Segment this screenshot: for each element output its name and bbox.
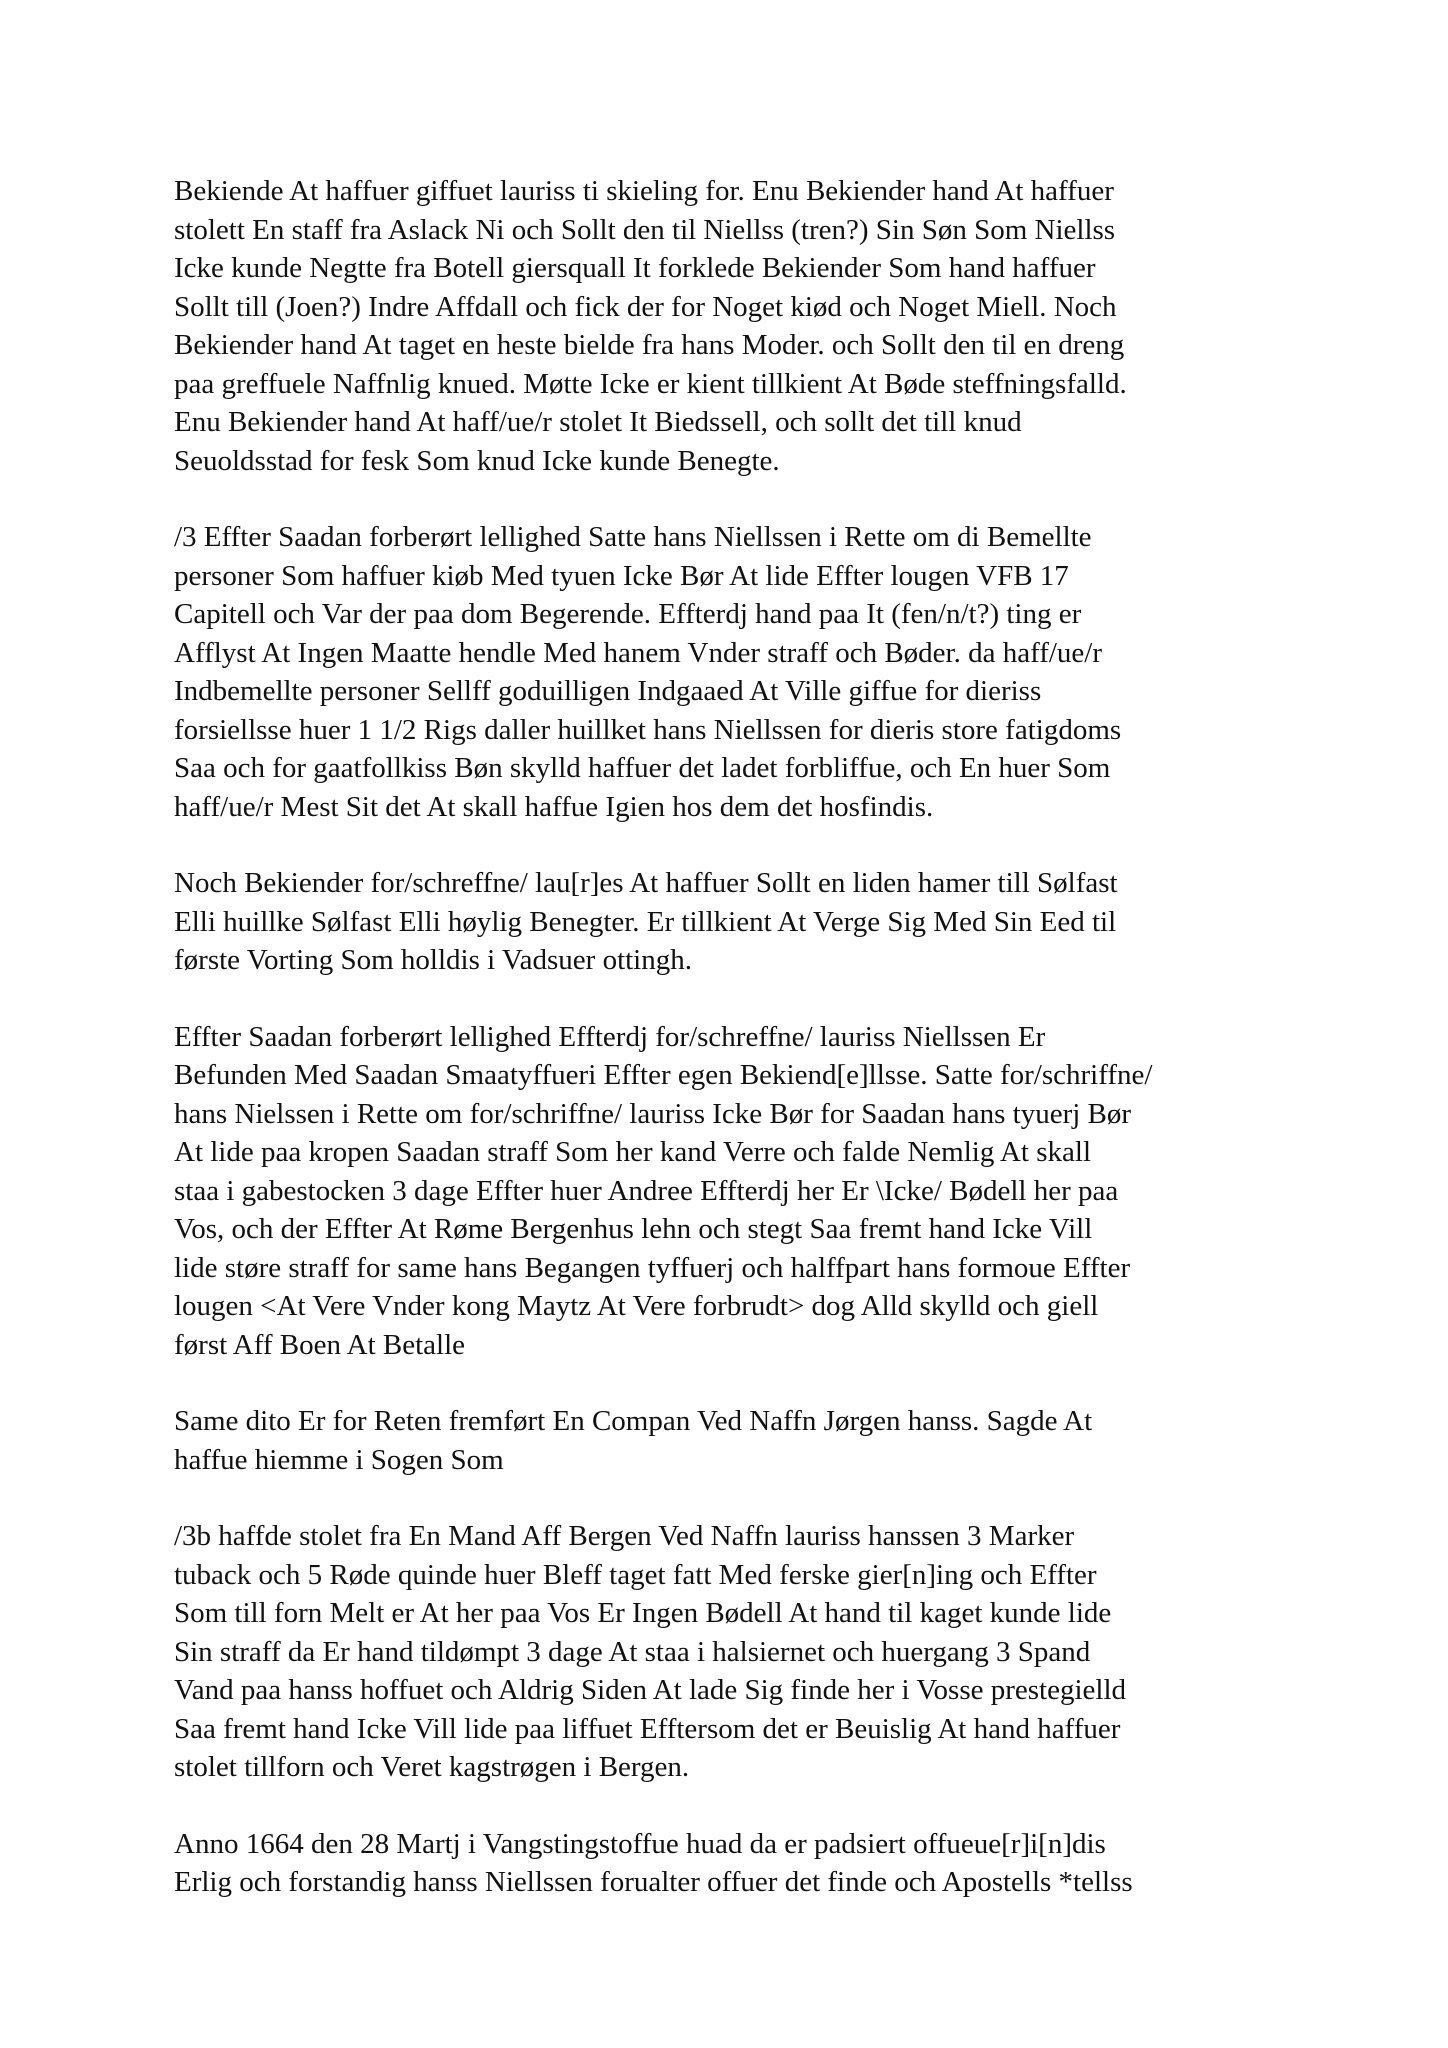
text-line: hans Nielssen i Rette om for/schriffne/ lauriss Icke Bør for Saadan hans tyuerj Bør — [174, 1097, 1132, 1130]
text-line: Som till forn Melt er At her paa Vos Er Ingen Bødell At hand til kaget kunde lide — [174, 1597, 1112, 1629]
text-line: Bekiende At haffuer giffuet lauriss ti skieling for. Enu Bekiender hand At haffuer — [174, 175, 1114, 207]
text-line: Indbemellte personer Sellff goduilligen Indgaaed At Ville giffue for dieriss — [174, 675, 1042, 707]
text-line: Afflyst At Ingen Maatte hendle Med hanem Vnder straff och Bøder. da haff/ue/r — [174, 636, 1103, 669]
text-line: At lide paa kropen Saadan straff Som her kand Verre och falde Nemlig At skall — [174, 1136, 1091, 1168]
text-line: Bekiender hand At taget en heste bielde fra hans Moder. och Sollt den til en dreng — [174, 329, 1125, 361]
text-line: først Aff Boen At Betalle — [174, 1328, 466, 1361]
text-line: staa i gabestocken 3 dage Effter huer Andree Effterdj her Er \Icke/ Bødell her paa — [174, 1174, 1119, 1207]
text-line: første Vorting Som holldis i Vadsuer ottingh. — [174, 944, 692, 976]
text-line: Seuoldsstad for fesk Som knud Icke kunde Benegte. — [174, 444, 780, 477]
text-line: tuback och 5 Røde quinde huer Bleff taget fatt Med ferske gier[n]ing och Effter — [174, 1558, 1097, 1591]
text-line: Same dito Er for Reten fremført En Compan Ved Naffn Jørgen hanss. Sagde At — [174, 1405, 1093, 1437]
text-line: forsiellsse huer 1 1/2 Rigs daller huillket hans Niellssen for dieris store fatigdoms — [174, 713, 1122, 746]
text-line: Effter Saadan forberørt lellighed Effterdj for/schreffne/ lauriss Niellssen Er — [174, 1020, 1046, 1053]
text-line: lide støre straff for same hans Begangen tyffuerj och halffpart hans formoue Effter — [174, 1251, 1131, 1284]
text-line: Saa fremt hand Icke Vill lide paa liffuet Efftersom det er Beuislig At hand haffuer — [174, 1712, 1121, 1745]
text-line: Capitell och Var der paa dom Begerende. Effterdj hand paa It (fen/n/t?) ting er — [174, 598, 1082, 630]
document-paragraph — [174, 1402, 1334, 1479]
text-line: haffue hiemme i Sogen Som — [174, 1443, 504, 1476]
text-line: Anno 1664 den 28 Martj i Vangstingstoffue huad da er padsiert offueue[r]i[n]dis — [174, 1827, 1106, 1860]
text-line: personer Som haffuer kiøb Med tyuen Icke Bør At lide Effter lougen VFB 17 — [174, 559, 1069, 592]
text-line: Noch Bekiender for/schreffne/ lau[r]es At haffuer Sollt en liden hamer till Sølfast — [174, 867, 1118, 899]
text-line: Sin straff da Er hand tildømpt 3 dage At staa i halsiernet och huergang 3 Spand — [174, 1635, 1091, 1668]
text-line: Vos, och der Effter At Røme Bergenhus lehn och stegt Saa fremt hand Icke Vill — [174, 1213, 1093, 1245]
text-line: Elli huillke Sølfast Elli høylig Benegter. Er tillkient At Verge Sig Med Sin Eed til — [174, 905, 1117, 938]
text-line: Erlig och forstandig hanss Niellssen forualter offuer det finde och Apostells *tellss — [174, 1866, 1133, 1898]
text-line: stolet tillforn och Veret kagstrøgen i Bergen. — [174, 1751, 690, 1783]
text-line: Vand paa hanss hoffuet och Aldrig Siden At lade Sig finde her i Vosse prestegielld — [174, 1674, 1127, 1706]
text-line: Saa och for gaatfollkiss Bøn skylld haffuer det ladet forbliffue, och En huer Som — [174, 752, 1111, 784]
text-line: Sollt till (Joen?) Indre Affdall och fick der for Noget kiød och Noget Miell. Noch — [174, 290, 1117, 323]
document-paragraph — [174, 1517, 1334, 1787]
text-line: Enu Bekiender hand At haff/ue/r stolet It Biedssell, och sollt det till knud — [174, 406, 1022, 438]
text-line: stolett En staff fra Aslack Ni och Sollt den til Niellss (tren?) Sin Søn Som Niellss — [174, 213, 1116, 246]
document-paragraph — [174, 172, 1334, 480]
text-line: haff/ue/r Mest Sit det At skall haffue Igien hos dem det hosfindis. — [174, 790, 934, 823]
document-page — [174, 172, 1334, 1940]
document-paragraph — [174, 1018, 1334, 1365]
text-line: /3b haffde stolet fra En Mand Aff Bergen Ved Naffn lauriss hanssen 3 Marker — [174, 1520, 1075, 1552]
text-line: lougen <At Vere Vnder kong Maytz At Vere forbrudt> dog Alld skylld och giell — [174, 1290, 1099, 1322]
text-line: paa greffuele Naffnlig knued. Møtte Icke er kient tillkient At Bøde steffningsfalld. — [174, 367, 1127, 400]
document-paragraph — [174, 864, 1334, 980]
text-line: /3 Effter Saadan forberørt lellighed Satte hans Niellssen i Rette om di Bemellte — [174, 521, 1092, 553]
text-line: Befunden Med Saadan Smaatyffueri Effter egen Bekiend[e]llsse. Satte for/schriffne/ — [174, 1059, 1153, 1091]
document-paragraph — [174, 1825, 1334, 1902]
text-line: Icke kunde Negtte fra Botell giersquall It forklede Bekiender Som hand haffuer — [174, 252, 1096, 284]
document-paragraph — [174, 518, 1334, 826]
